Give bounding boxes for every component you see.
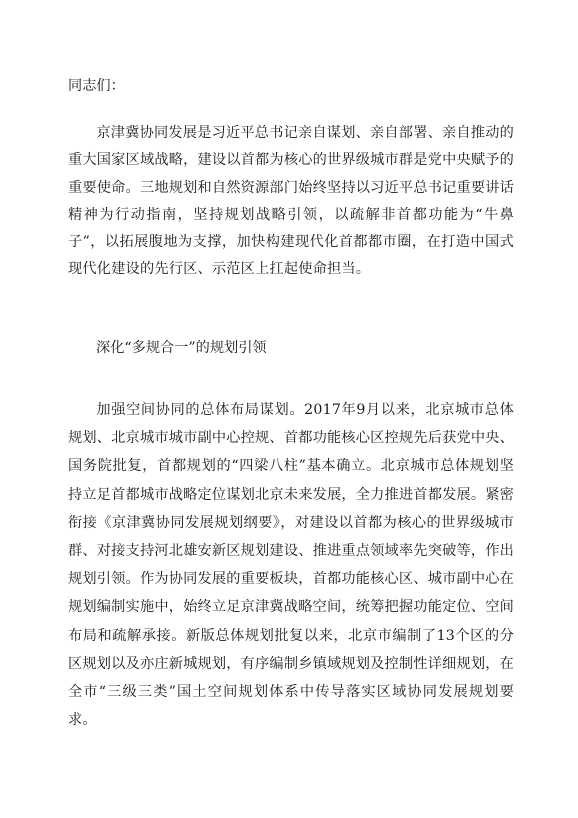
paragraph-opening: 京津冀协同发展是习近平总书记亲自谋划、亲自部署、亲自推动的重大国家区域战略，建设以首都为核心的世界级城市群是党中央赋予的重要使命。三地规划和自然资源部门始终坚持以习近平总书记重要讲话精神为行动指南，坚持规划战略引领，以疏解非首都功能为“牛鼻子”，以拓展腹地为支撑，加快构建现代化首都都市圈，在打造中国式现代化建设的先行区、示范区上扛起使命担当。 [68, 125, 515, 278]
paragraph-spatial-coordination: 加强空间协同的总体布局谋划。2017年9月以来，北京城市总体规划、北京城市城市副中心控规、首都功能核心区控规先后获党中央、国务院批复，首都规划的“四梁八柱”基本确立。北京城市总体规划坚持立足首都城市战略定位谋划北京未来发展，全力推进首都发展。紧密衔接《京津冀协同发展规划纲要》，对建设以首都为核心的世界级城市群、对接支持河北雄安新区规划建设、推进重点领域率先突破等，作出规划引领。作为协同发展的重要板块，首都功能核心区、城市副中心在规划编制实施中，始终立足京津冀战略空间，统筹把握功能定位、空间布局和疏解承接。新版总体规划批复以来，北京市编制了13个区的分区规划以及亦庄新城规划，有序编制乡镇域规划及控制性详细规划，在全市“三级三类”国土空间规划体系中传导落实区域协同发展规划要求。 [68, 402, 515, 729]
salutation: 同志们： [68, 78, 125, 94]
section-heading: 深化“多规合一”的规划引领 [96, 340, 267, 356]
